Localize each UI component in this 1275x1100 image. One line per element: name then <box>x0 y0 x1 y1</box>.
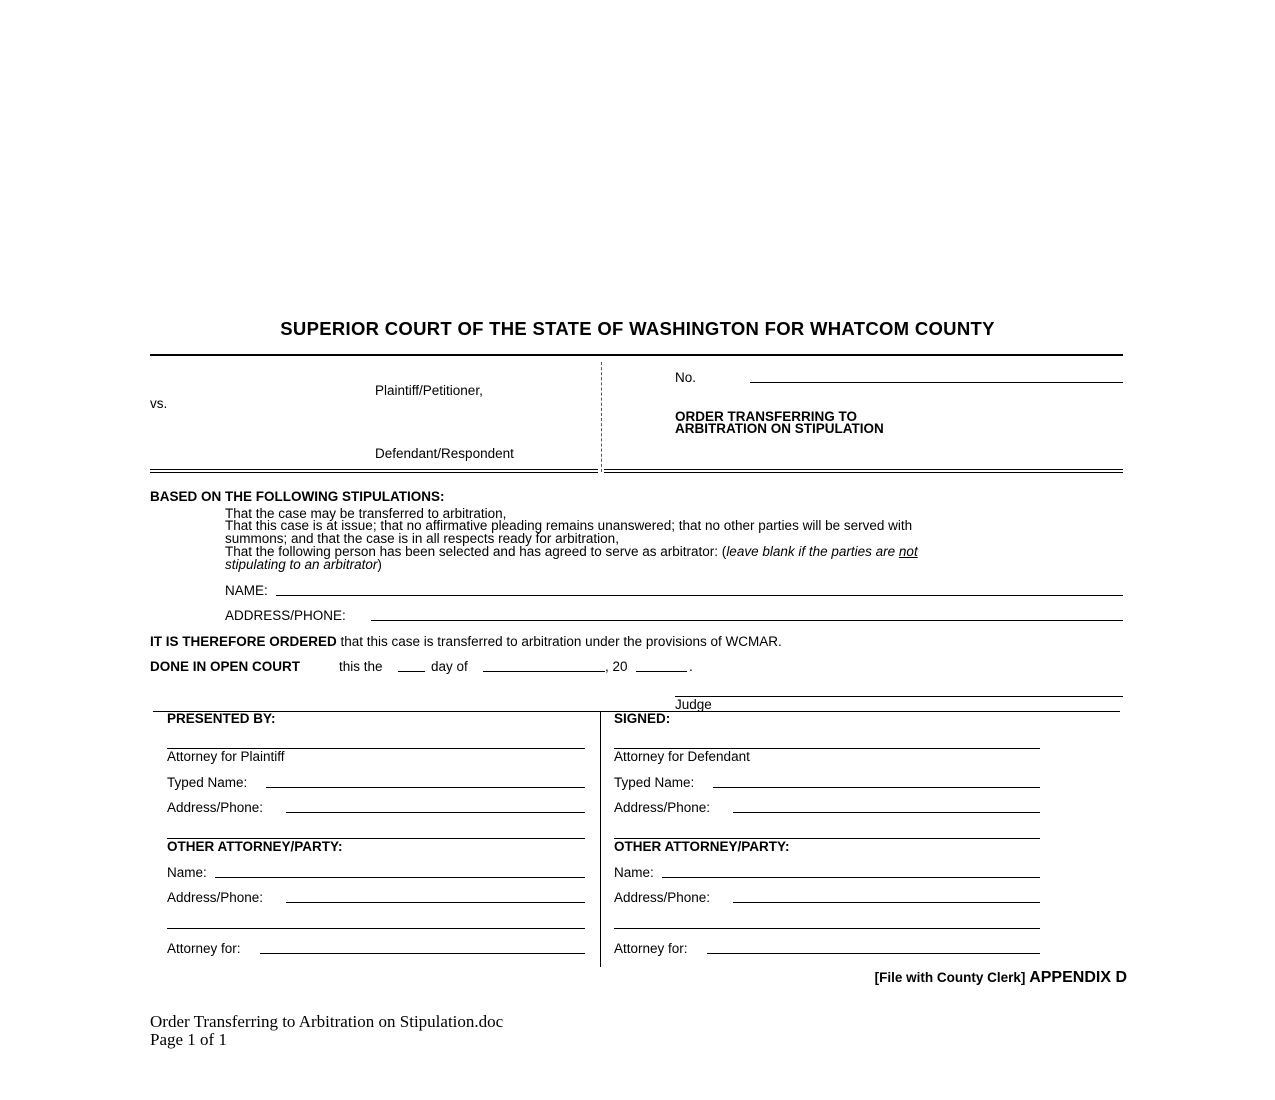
done-day-of: day of <box>431 659 468 674</box>
case-no-label: No. <box>675 370 697 385</box>
signed-other-name-field[interactable] <box>662 877 1040 878</box>
presented-other-name-label: Name: <box>167 865 207 880</box>
caption-top-rule <box>150 354 1123 356</box>
judge-label: Judge <box>675 697 712 712</box>
plaintiff-typed-name-field[interactable] <box>266 787 585 788</box>
caption-divider <box>601 362 602 472</box>
arbitrator-address-label: ADDRESS/PHONE: <box>225 608 346 623</box>
presented-attorney-for-label: Attorney for: <box>167 941 241 956</box>
arbitrator-name-label: NAME: <box>225 583 268 598</box>
order-statement <box>150 634 782 649</box>
stipulation-item-3-close: ) <box>377 557 382 572</box>
caption-bottom-rule-left <box>150 469 598 470</box>
plaintiff-address-field[interactable] <box>286 812 585 813</box>
order-title-line1: ORDER TRANSFERRING TO <box>675 409 858 424</box>
done-day-field[interactable] <box>398 671 425 672</box>
done-month-field[interactable] <box>483 671 605 672</box>
order-bold: IT IS THEREFORE ORDERED <box>150 634 337 649</box>
signed-other-heading: OTHER ATTORNEY/PARTY: <box>614 839 790 854</box>
presented-other-address-field-2[interactable] <box>167 928 585 929</box>
presented-heading: PRESENTED BY: <box>167 711 276 726</box>
signed-other-address-label: Address/Phone: <box>614 890 711 905</box>
defendant-address-label: Address/Phone: <box>614 800 711 815</box>
plaintiff-address-label: Address/Phone: <box>167 800 264 815</box>
presented-other-name-field[interactable] <box>215 877 585 878</box>
presented-other-address-field[interactable] <box>286 902 585 903</box>
plaintiff-typed-name-label: Typed Name: <box>167 775 248 790</box>
court-title: SUPERIOR COURT OF THE STATE OF WASHINGTON FOR WHATCOM COUNTY <box>280 318 995 339</box>
defendant-attorney-label: Attorney for Defendant <box>614 749 750 764</box>
signed-attorney-for-field[interactable] <box>707 953 1040 954</box>
done-year-prefix: , 20 <box>605 659 628 674</box>
stipulations-heading: BASED ON THE FOLLOWING STIPULATIONS: <box>150 489 445 504</box>
defendant-label: Defendant/Respondent <box>375 446 514 461</box>
plaintiff-attorney-label: Attorney for Plaintiff <box>167 749 285 764</box>
case-no-field[interactable] <box>750 382 1123 383</box>
done-period: . <box>689 659 693 674</box>
signed-attorney-for-label: Attorney for: <box>614 941 688 956</box>
stipulation-item-3-line2 <box>225 557 382 572</box>
footer-filename: Order Transferring to Arbitration on Stipulation.doc <box>150 1012 504 1031</box>
file-note: [File with County Clerk] <box>874 970 1026 985</box>
plaintiff-label: Plaintiff/Petitioner, <box>375 383 483 398</box>
stipulation-item-2-line2: summons; and that the case is in all respects ready for arbitration, <box>225 531 619 546</box>
vs-label: vs. <box>150 396 168 411</box>
stipulation-item-1: That the case may be transferred to arbitration, <box>225 506 507 521</box>
presented-other-address-label: Address/Phone: <box>167 890 264 905</box>
signed-heading: SIGNED: <box>614 711 671 726</box>
order-title-line2: ARBITRATION ON STIPULATION <box>675 421 884 436</box>
arbitrator-address-field[interactable] <box>371 620 1123 621</box>
appendix-label: APPENDIX D <box>1029 969 1127 986</box>
signed-other-address-field[interactable] <box>733 902 1040 903</box>
presented-other-heading: OTHER ATTORNEY/PARTY: <box>167 839 343 854</box>
defendant-typed-name-field[interactable] <box>713 787 1040 788</box>
signed-other-address-field-2[interactable] <box>614 928 1040 929</box>
caption-bottom-rule-left2 <box>150 472 598 473</box>
file-note-line <box>875 969 1127 987</box>
footer-page: Page 1 of 1 <box>150 1030 227 1049</box>
stipulation-item-3-not: not <box>898 544 918 559</box>
presented-attorney-for-field[interactable] <box>260 953 585 954</box>
arbitrator-name-field[interactable] <box>276 595 1123 596</box>
defendant-typed-name-label: Typed Name: <box>614 775 695 790</box>
caption-bottom-rule-right2 <box>604 472 1123 473</box>
stipulation-item-3-prefix: That the following person has been selected and has agreed to serve as arbitrator: ( <box>225 544 727 559</box>
signed-other-name-label: Name: <box>614 865 654 880</box>
defendant-address-field[interactable] <box>733 812 1040 813</box>
stipulation-item-2-line1: That this case is at issue; that no affirmative pleading remains unanswered; that no other parties will be served with <box>225 518 913 533</box>
signature-block-divider <box>600 711 601 967</box>
done-bold: DONE IN OPEN COURT <box>150 659 301 674</box>
stipulation-item-3-note2: stipulating to an arbitrator <box>225 557 378 572</box>
done-this-the: this the <box>339 659 383 674</box>
caption-bottom-rule-right <box>604 469 1123 470</box>
done-year-field[interactable] <box>636 671 687 672</box>
judge-signature-line[interactable] <box>675 696 1123 697</box>
stipulation-item-3-note: leave blank if the parties are <box>726 544 899 559</box>
order-text: that this case is transferred to arbitration under the provisions of WCMAR. <box>336 634 782 649</box>
